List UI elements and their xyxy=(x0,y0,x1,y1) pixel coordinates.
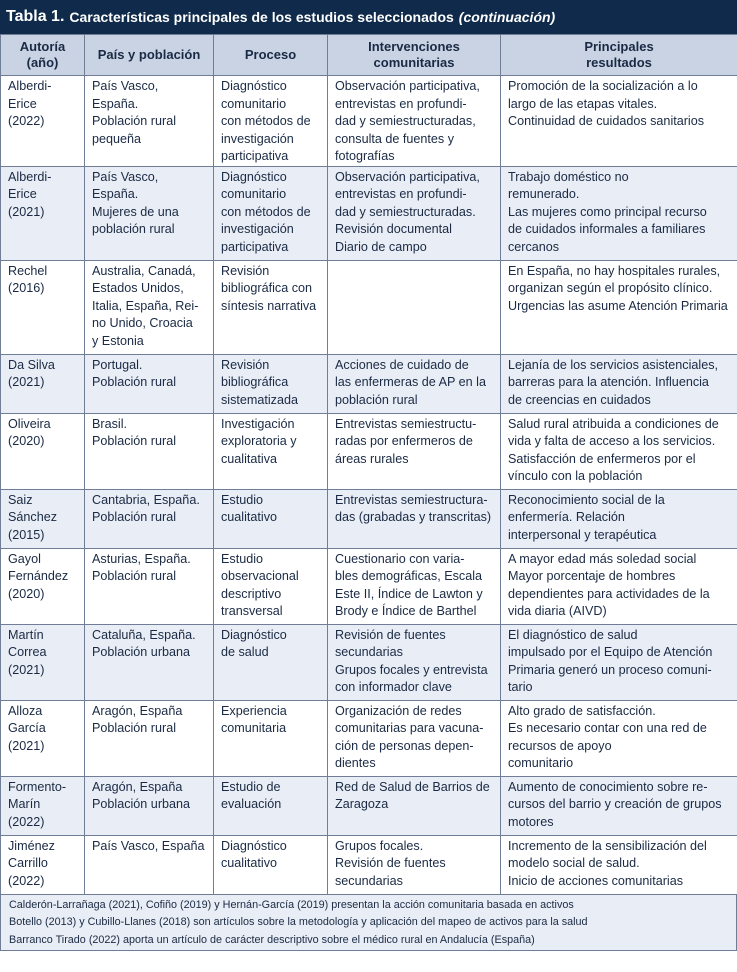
header-author-label: Autoría (año) xyxy=(19,39,66,70)
cell-country: Cataluña, España. Población urbana xyxy=(85,624,214,700)
cell-process: Revisión bibliográfica con síntesis narrativa xyxy=(214,260,328,354)
header-interventions xyxy=(328,35,501,76)
header-interventions-label: Intervenciones comunitarias xyxy=(368,39,460,70)
cell-interventions: Acciones de cuidado de las enfermeras de AP en la población rural xyxy=(328,354,501,413)
table-row xyxy=(1,700,737,776)
table-continuation: (continuación) xyxy=(458,9,556,25)
table-row xyxy=(1,835,737,894)
cell-interventions: Cuestionario con varia- bles demográficas, Escala Este II, Índice de Lawton y Brody e Índice de Barthel xyxy=(328,548,501,624)
table-row xyxy=(1,413,737,489)
cell-country: Asturias, España. Población rural xyxy=(85,548,214,624)
footnote: Calderón-Larrañaga (2021), Cofiño (2019) y Hernán-García (2019) presentan la acción comunitaria basada en activos xyxy=(9,898,574,911)
cell-interventions: Entrevistas semiestructura- das (grabadas y transcritas) xyxy=(328,489,501,548)
cell-process: Revisión bibliográfica sistematizada xyxy=(214,354,328,413)
table-row xyxy=(1,166,737,260)
header-process xyxy=(214,35,328,76)
cell-process: Diagnóstico comunitario con métodos de investigación participativa xyxy=(214,166,328,260)
cell-interventions: Observación participativa, entrevistas en profundi- dad y semiestructuradas, consulta de fuentes y fotografías xyxy=(328,76,501,167)
cell-author: Formento- Marín (2022) xyxy=(1,776,85,835)
header-process-label: Proceso xyxy=(244,47,297,62)
cell-author: Oliveira (2020) xyxy=(1,413,85,489)
studies-table xyxy=(0,34,737,895)
cell-author: Gayol Fernández (2020) xyxy=(1,548,85,624)
cell-process: Estudio cualitativo xyxy=(214,489,328,548)
cell-process: Investigación exploratoria y cualitativa xyxy=(214,413,328,489)
cell-country: Aragón, España Población rural xyxy=(85,700,214,776)
cell-process: Diagnóstico comunitario con métodos de investigación participativa xyxy=(214,76,328,167)
cell-interventions: Revisión de fuentes secundarias Grupos focales y entrevista con informador clave xyxy=(328,624,501,700)
cell-interventions: Grupos focales. Revisión de fuentes secundarias xyxy=(328,835,501,894)
table-row xyxy=(1,776,737,835)
table-title xyxy=(0,0,737,34)
cell-results: Promoción de la socialización a lo largo de las etapas vitales. Continuidad de cuidados sanitarios xyxy=(501,76,737,167)
cell-author: Saiz Sánchez (2015) xyxy=(1,489,85,548)
cell-interventions: Entrevistas semiestructu- radas por enfermeros de áreas rurales xyxy=(328,413,501,489)
table-row xyxy=(1,76,737,167)
table-row xyxy=(1,260,737,354)
cell-results: Aumento de conocimiento sobre re- cursos del barrio y creación de grupos motores xyxy=(501,776,737,835)
table-row xyxy=(1,354,737,413)
header-country xyxy=(85,35,214,76)
cell-country: País Vasco, España xyxy=(85,835,214,894)
cell-interventions: Red de Salud de Barrios de Zaragoza xyxy=(328,776,501,835)
header-results-label: Principales resultados xyxy=(584,39,654,70)
cell-results: Trabajo doméstico no remunerado. Las mujeres como principal recurso de cuidados informales a familiares cercanos xyxy=(501,166,737,260)
cell-country: Cantabria, España. Población rural xyxy=(85,489,214,548)
cell-interventions xyxy=(328,260,501,354)
cell-author: Alloza García (2021) xyxy=(1,700,85,776)
cell-author: Alberdi- Erice (2021) xyxy=(1,166,85,260)
cell-interventions: Organización de redes comunitarias para vacuna- ción de personas depen- dientes xyxy=(328,700,501,776)
cell-results: Salud rural atribuida a condiciones de vida y falta de acceso a los servicios. Satisfacción de enfermeros por el vínculo con la población xyxy=(501,413,737,489)
cell-country: País Vasco, España. Población rural pequeña xyxy=(85,76,214,167)
table-number: Tabla 1. xyxy=(6,8,65,25)
cell-country: Brasil. Población rural xyxy=(85,413,214,489)
cell-country: Aragón, España Población urbana xyxy=(85,776,214,835)
footnote: Botello (2013) y Cubillo-Llanes (2018) son artículos sobre la metodología y aplicación del mapeo de activos para la salud xyxy=(9,916,588,928)
cell-process: Estudio de evaluación xyxy=(214,776,328,835)
cell-results: Alto grado de satisfacción. Es necesario contar con una red de recursos de apoyo comunitario xyxy=(501,700,737,776)
cell-process: Experiencia comunitaria xyxy=(214,700,328,776)
table-row xyxy=(1,624,737,700)
cell-author: Martín Correa (2021) xyxy=(1,624,85,700)
cell-process: Estudio observacional descriptivo transversal xyxy=(214,548,328,624)
table-caption: Características principales de los estudios seleccionados xyxy=(69,9,454,25)
cell-author: Rechel (2016) xyxy=(1,260,85,354)
footnote: Barranco Tirado (2022) aporta un artículo de carácter descriptivo sobre el médico rural en Andalucía (España) xyxy=(9,933,535,946)
cell-country: Portugal. Población rural xyxy=(85,354,214,413)
header-country-label: País y población xyxy=(97,47,201,62)
header-results xyxy=(501,35,737,76)
cell-process: Diagnóstico cualitativo xyxy=(214,835,328,894)
header-author xyxy=(1,35,85,76)
cell-results: Lejanía de los servicios asistenciales, barreras para la atención. Influencia de creencias en cuidados xyxy=(501,354,737,413)
cell-country: Australia, Canadá, Estados Unidos, Italia, España, Rei- no Unido, Croacia y Estonia xyxy=(85,260,214,354)
cell-results: Incremento de la sensibilización del modelo social de salud. Inicio de acciones comunitarias xyxy=(501,835,737,894)
table-footnotes xyxy=(0,895,737,951)
cell-results: En España, no hay hospitales rurales, organizan según el propósito clínico. Urgencias las asume Atención Primaria xyxy=(501,260,737,354)
cell-results: El diagnóstico de salud impulsado por el Equipo de Atención Primaria generó un proceso comuni- tario xyxy=(501,624,737,700)
table-row xyxy=(1,548,737,624)
cell-author: Da Silva (2021) xyxy=(1,354,85,413)
cell-interventions: Observación participativa, entrevistas en profundi- dad y semiestructuradas. Revisión documental Diario de campo xyxy=(328,166,501,260)
cell-results: Reconocimiento social de la enfermería. Relación interpersonal y terapéutica xyxy=(501,489,737,548)
table-row xyxy=(1,489,737,548)
cell-country: País Vasco, España. Mujeres de una población rural xyxy=(85,166,214,260)
cell-results: A mayor edad más soledad social Mayor porcentaje de hombres dependientes para actividades de la vida diaria (AIVD) xyxy=(501,548,737,624)
cell-author: Jiménez Carrillo (2022) xyxy=(1,835,85,894)
header-row xyxy=(1,35,737,76)
cell-author: Alberdi- Erice (2022) xyxy=(1,76,85,167)
cell-process: Diagnóstico de salud xyxy=(214,624,328,700)
